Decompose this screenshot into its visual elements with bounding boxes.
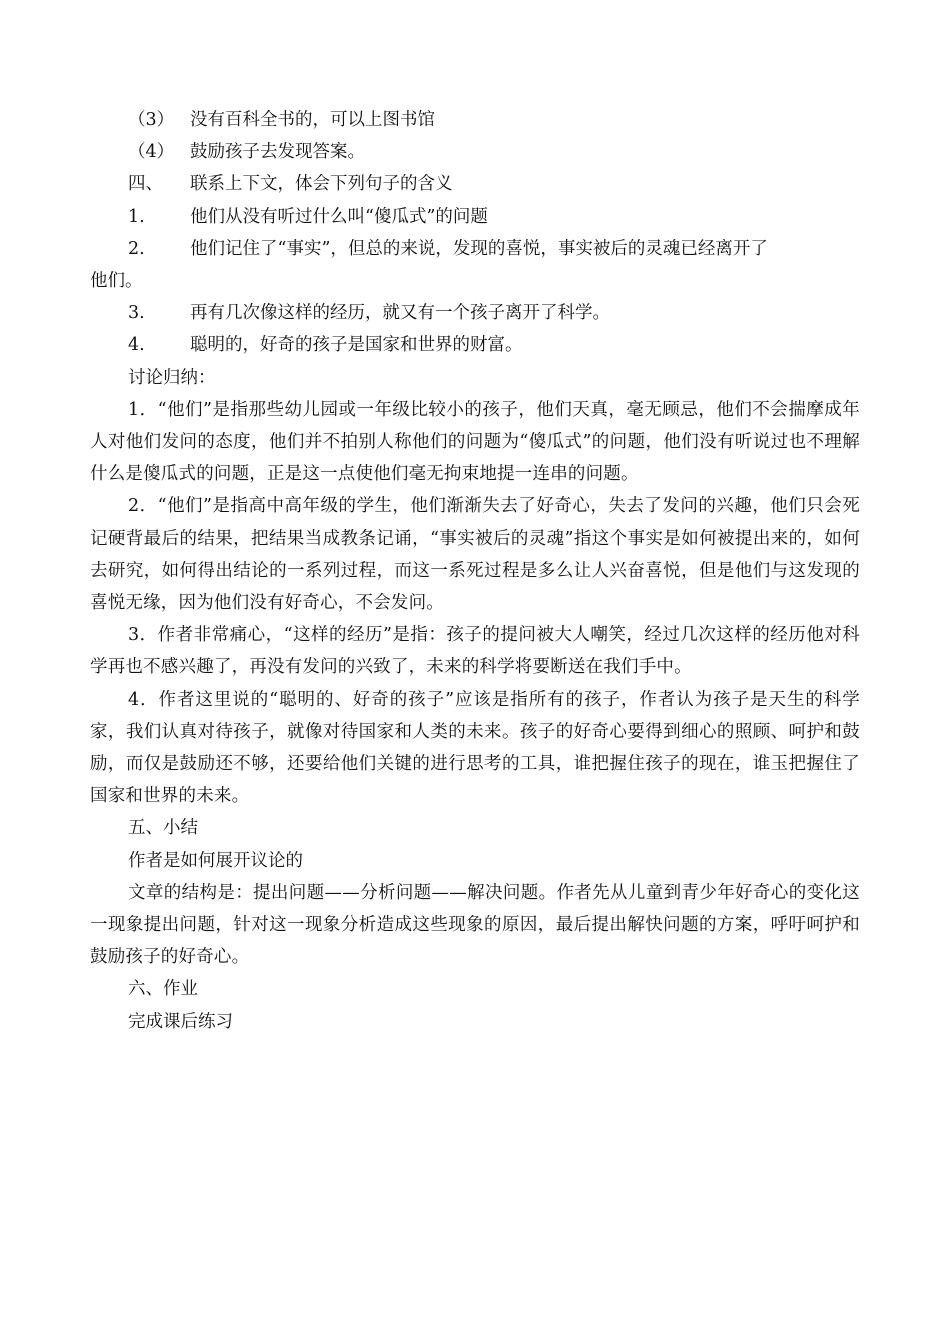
discussion-paragraph: 4．作者这里说的“聪明的、好奇的孩子”应该是指所有的孩子，作者认为孩子是天生的科学家，我们认真对待孩子，就像对待国家和人类的未来。孩子的好奇心要得到细心的照顾、呵护和鼓励，而仅是鼓励还不够，还要给他们关键的进行思考的工具，谁把握住孩子的现在，谁玉把握住了国家和世界的未来。 <box>90 689 860 807</box>
section-heading-6: 六、作业 <box>128 979 198 1000</box>
homework-text: 完成课后练习 <box>128 1011 233 1032</box>
discussion-paragraph: 3．作者非常痛心，“这样的经历”是指：孩子的提问被大人嘲笑，经过几次这样的经历他对科学再也不感兴趣了，再没有发问的兴致了，未来的科学将要断送在我们手中。 <box>90 625 860 678</box>
item-text: 联系上下文，体会下列句子的含义 <box>190 174 453 195</box>
section-subheading: 作者是如何展开议论的 <box>128 850 303 871</box>
list-item <box>90 201 860 233</box>
item-number: （4） <box>128 142 175 163</box>
discussion-paragraph: 1．“他们”是指那些幼儿园或一年级比较小的孩子，他们天真，毫无顾忌，他们不会揣摩成年人对他们发问的态度，他们并不拍别人称他们的问题为“傻瓜式”的问题，他们没有听说过也不理解什么是傻瓜式的问题，正是这一点使他们毫无拘束地提一连串的问题。 <box>90 399 860 485</box>
discussion-heading: 讨论归纳： <box>128 367 216 388</box>
list-item <box>90 329 860 361</box>
item-text: 他们从没有听过什么叫“傻瓜式”的问题 <box>190 206 488 227</box>
item-text: 聪明的，好奇的孩子是国家和世界的财富。 <box>190 335 523 356</box>
section-heading-4 <box>90 168 860 200</box>
discussion-paragraph: 2．“他们”是指高中高年级的学生，他们渐渐失去了好奇心，失去了发问的兴趣，他们只会死记硬背最后的结果，把结果当成教条记诵，“事实被后的灵魂”指这个事实是如何被提出来的，如何去研究，如何得出结论的一系列过程，而这一系死过程是多么让人兴奋喜悦，但是他们与这发现的喜悦无缘，因为他们没有好奇心，不会发问。 <box>90 496 860 614</box>
list-item <box>90 233 860 265</box>
item-text: 没有百科全书的，可以上图书馆 <box>190 110 435 130</box>
item-number: 3. <box>128 303 145 324</box>
item-text: 他们记住了“事实”，但总的来说，发现的喜悦，事实被后的灵魂已经离开了 <box>190 238 768 259</box>
item-number: 1. <box>128 206 145 227</box>
item-number: 4. <box>128 335 145 356</box>
item-text: 再有几次像这样的经历，就又有一个孩子离开了科学。 <box>190 303 610 324</box>
list-item <box>90 136 860 168</box>
item-number: 四、 <box>128 174 163 195</box>
list-item <box>90 297 860 329</box>
item-number: （3） <box>128 110 175 130</box>
item-number: 2. <box>128 238 145 259</box>
document-page <box>90 104 860 1038</box>
item-text: 鼓励孩子去发现答案。 <box>190 142 365 163</box>
list-item <box>90 104 860 136</box>
summary-paragraph: 文章的结构是：提出问题——分析问题——解决问题。作者先从儿童到青少年好奇心的变化这一现象提出问题，针对这一现象分析造成这些现象的原因，最后提出解快问题的方案，呼吁呵护和鼓励孩子的好奇心。 <box>90 882 860 968</box>
item-text-continuation: 他们。 <box>90 271 143 292</box>
section-heading-5: 五、小结 <box>128 818 198 839</box>
